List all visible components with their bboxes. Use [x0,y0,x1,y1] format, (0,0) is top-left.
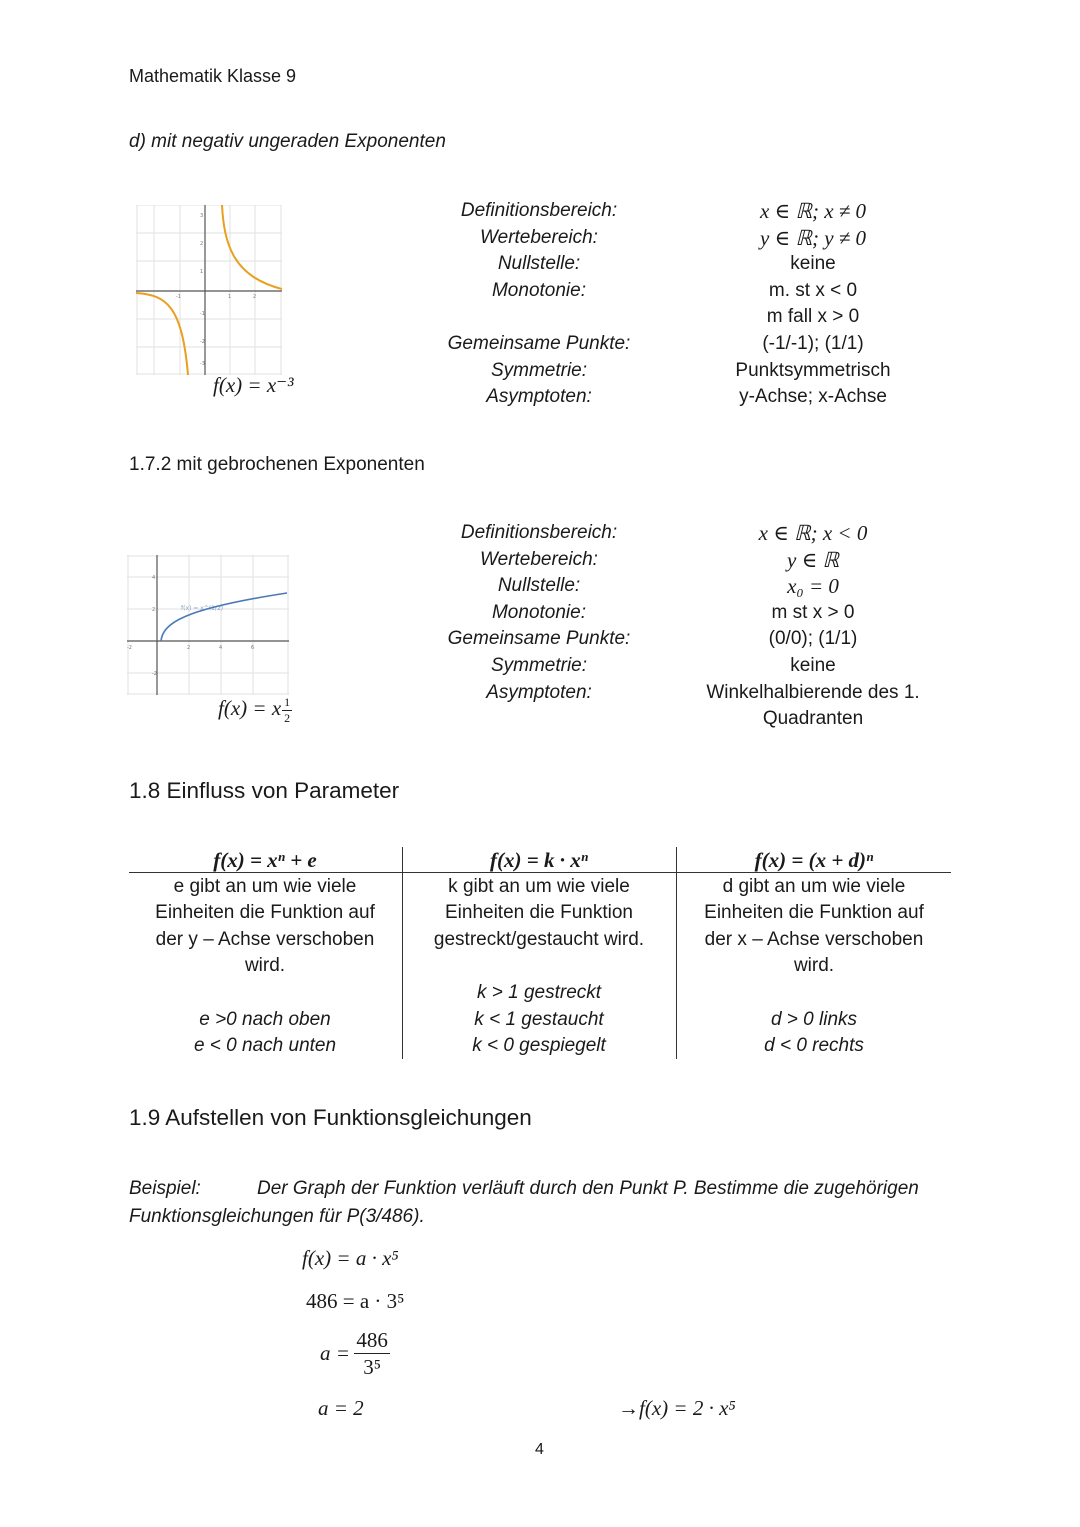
prop-label: Monotonie: [491,279,586,301]
graph-2-inner-label: f(x) = x^(1/2) [181,605,224,612]
section-d-heading: d) mit negativ ungeraden Exponenten [129,131,446,152]
fraction-numerator: 486 [356,1328,388,1352]
prop-value: keine [790,253,836,275]
column-formula: f(x) = k · xⁿ [490,848,588,872]
column-case: d > 0 links [770,1008,858,1030]
section-d-property-values [700,198,926,411]
section-172-heading: 1.7.2 mit gebrochenen Exponenten [129,454,425,475]
graph-2-label [218,696,292,726]
section-d-property-labels [438,198,640,411]
prop-label: Gemeinsame Punkte: [447,332,631,354]
svg-text:2: 2 [200,241,204,247]
section-172-property-labels [438,520,640,706]
column-text-line: gestreckt/gestaucht wird. [433,928,645,950]
solution-step-2: 486 = a · 3⁵ [306,1289,405,1313]
prop-label: Symmetrie: [490,359,588,381]
column-text-line: wird. [244,955,286,977]
prop-value: y ∈ ℝ; y ≠ 0 [759,225,867,250]
prop-label: Nullstelle: [497,253,581,275]
svg-text:6: 6 [251,645,255,651]
svg-text:3: 3 [200,213,204,219]
prop-value: y-Achse; x-Achse [739,386,887,408]
svg-text:4: 4 [219,645,223,651]
prop-label: Definitionsbereich: [460,522,618,543]
prop-value: x ∈ ℝ; x ≠ 0 [759,199,867,223]
prop-label: Wertebereich: [480,226,598,248]
prop-value: y ∈ ℝ [787,547,839,572]
param-column-d [677,847,951,1060]
prop-value: m st x > 0 [771,601,855,623]
example-text-line-2: Funktionsgleichungen für P(3/486). [129,1206,425,1227]
example-label: Beispiel: [129,1178,201,1199]
column-case [677,980,951,1007]
column-case: k < 1 gestaucht [474,1008,604,1030]
prop-label [438,304,640,331]
column-case [129,980,401,1007]
page-header-title: Mathematik Klasse 9 [129,66,297,86]
prop-value: m fall x > 0 [766,306,860,328]
column-case: d < 0 rechts [764,1035,864,1057]
prop-value: (-1/-1); (1/1) [762,332,864,354]
section-18-heading: 1.8 Einfluss von Parameter [129,778,400,803]
prop-label: Symmetrie: [490,654,588,676]
column-formula: f(x) = (x + d)ⁿ [754,848,874,872]
prop-label: Nullstelle: [497,575,581,597]
column-case: e >0 nach oben [199,1008,331,1030]
prop-value: x ∈ ℝ; x < 0 [758,521,868,545]
svg-text:-2: -2 [200,339,205,345]
step-3-lhs: a = [320,1341,350,1365]
svg-text:1: 1 [228,294,232,300]
exponent-denominator: 2 [284,711,291,725]
graph-x-power-minus-3 [136,205,282,375]
prop-value: (0/0); (1/1) [768,628,858,650]
column-text-line: k gibt an um wie viele [448,875,630,897]
svg-text:2: 2 [152,607,156,613]
prop-value: Winkelhalbierende des 1. [706,681,920,703]
svg-text:-3: -3 [200,361,205,367]
svg-text:4: 4 [152,575,156,581]
graph-1-label: f(x) = x⁻³ [213,373,294,397]
param-column-k [403,847,675,1060]
step-3-fraction [354,1327,390,1380]
column-case: k < 0 gespiegelt [472,1035,606,1057]
prop-label: Gemeinsame Punkte: [447,628,631,650]
exponent-numerator: 1 [284,695,291,709]
column-text-line: der y – Achse verschoben [155,928,375,950]
solution-step-3 [320,1327,390,1380]
column-case: e < 0 nach unten [193,1035,337,1057]
column-text-line: Einheiten die Funktion [444,902,633,924]
column-text-line: Einheiten die Funktion auf [155,902,375,924]
column-formula: f(x) = xⁿ + e [213,848,317,872]
svg-text:-2: -2 [152,671,157,677]
column-text-line [403,953,675,980]
solution-step-4: a = 2 [318,1396,364,1420]
column-case: k > 1 gestreckt [476,981,602,1003]
section-19-heading: 1.9 Aufstellen von Funktionsgleichungen [129,1105,532,1130]
prop-label: Asymptoten: [486,681,592,703]
prop-label: Definitionsbereich: [460,200,618,221]
solution-result: →f(x) = 2 · x⁵ [618,1396,736,1420]
param-column-e [129,847,401,1060]
svg-text:1: 1 [200,269,204,275]
graph-2-label-base: f(x) = x [218,696,282,720]
prop-value: x₀ = 0 [787,574,839,599]
prop-label: Monotonie: [491,601,586,623]
svg-text:2: 2 [187,645,191,651]
column-text-line: e gibt an um wie viele [173,875,357,897]
prop-value: Quadranten [762,708,864,730]
fraction-denominator: 3⁵ [363,1355,382,1379]
prop-value: Punktsymmetrisch [735,359,891,381]
graph-x-power-half [127,555,289,695]
solution-step-1: f(x) = a · x⁵ [302,1246,399,1270]
column-text-line: Einheiten die Funktion auf [704,902,924,924]
column-text-line: der x – Achse verschoben [704,928,924,950]
graph-2-exponent [282,695,292,726]
prop-value: m. st x < 0 [768,279,858,301]
example-text-line-1: Der Graph der Funktion verläuft durch den Punkt P. Bestimme die zugehörigen [257,1178,919,1199]
column-text-line: d gibt an um wie viele [722,875,906,897]
prop-value: keine [790,654,836,676]
svg-text:-1: -1 [200,311,205,317]
page-number: 4 [535,1441,544,1458]
prop-label: Asymptoten: [486,386,592,408]
svg-text:2: 2 [253,294,257,300]
section-172-property-values [690,520,936,733]
column-text-line: wird. [793,955,835,977]
prop-label: Wertebereich: [480,548,598,570]
svg-text:-2: -2 [127,645,132,651]
svg-text:-1: -1 [176,294,181,300]
